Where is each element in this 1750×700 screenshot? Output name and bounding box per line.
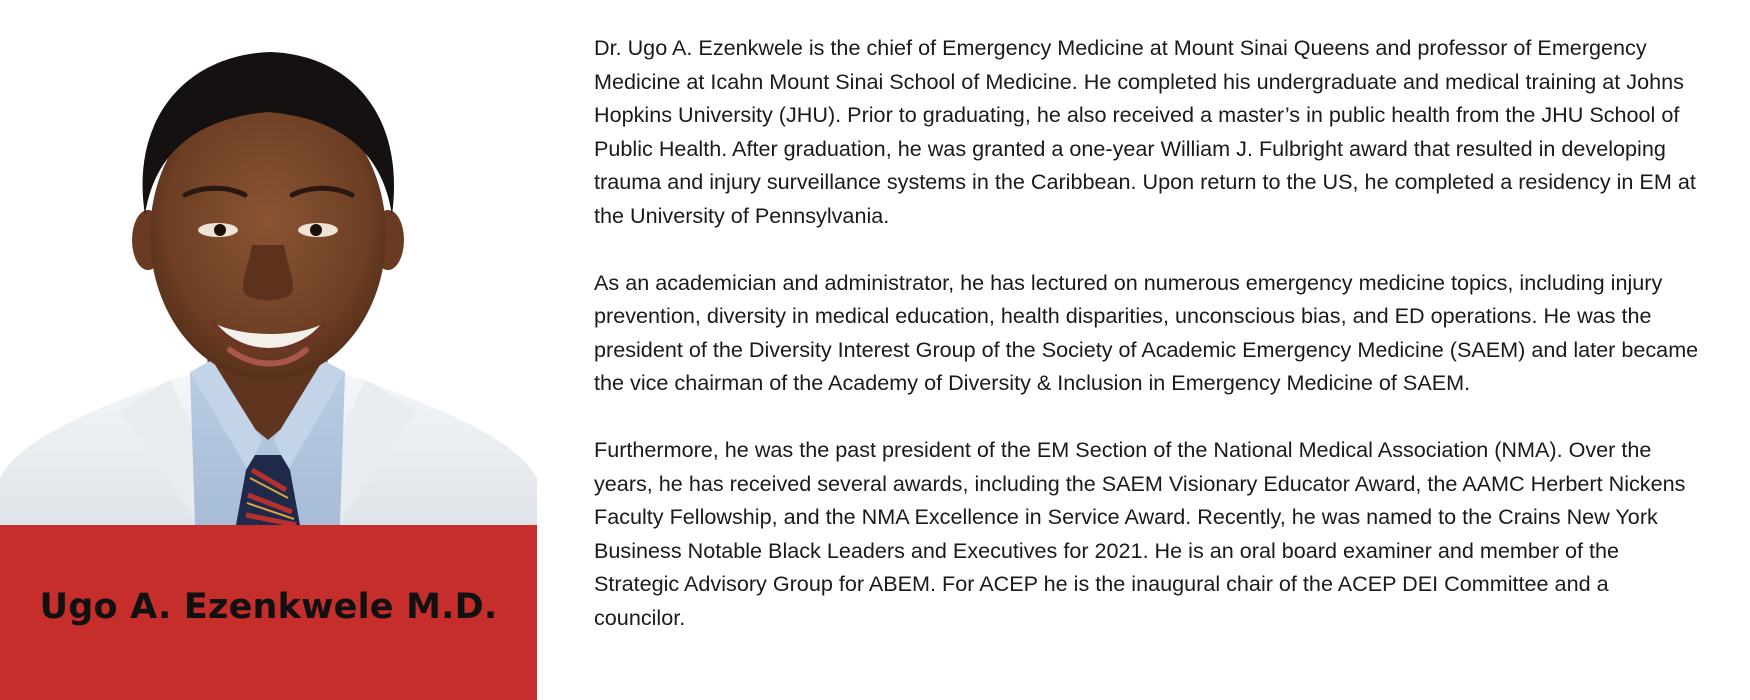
profile-card: [0, 0, 537, 700]
portrait-photo: [0, 0, 537, 525]
profile-name: Ugo A. Ezenkwele M.D.: [39, 586, 498, 627]
biography: [594, 31, 1704, 668]
bio-paragraph: Dr. Ugo A. Ezenkwele is the chief of Emergency Medicine at Mount Sinai Queens and professor of Emergency Medicine at Icahn Mount Sinai School of Medicine. He completed his undergraduate and medical training at Johns Hopkins University (JHU). Prior to graduating, he also received a master’s in public health from the JHU School of Public Health. After graduation, he was granted a one-year William J. Fulbright award that resulted in developing trauma and injury surveillance systems in the Caribbean. Upon return to the US, he completed a residency in EM at the University of Pennsylvania.: [594, 35, 1696, 228]
name-banner: [0, 525, 537, 700]
bio-paragraph: As an academician and administrator, he has lectured on numerous emergency medicine topics, including injury prevention, diversity in medical education, health disparities, unconscious bias, and ED operations. He was the president of the Diversity Interest Group of the Society of Academic Emergency Medicine (SAEM) and later became the vice chairman of the Academy of Diversity & Inclusion in Emergency Medicine of SAEM.: [594, 269, 1699, 395]
bio-paragraph: Furthermore, he was the past president of the EM Section of the National Medical Association (NMA). Over the years, he has received several awards, including the SAEM Visionary Educator Award, the AAMC Herbert Nickens Faculty Fellowship, and the NMA Excellence in Service Award. Recently, he was named to the Crains New York Business Notable Black Leaders and Executives for 2021. He is an oral board examiner and member of the Strategic Advisory Group for ABEM. For ACEP he is the inaugural chair of the ACEP DEI Committee and a councilor.: [594, 437, 1686, 630]
